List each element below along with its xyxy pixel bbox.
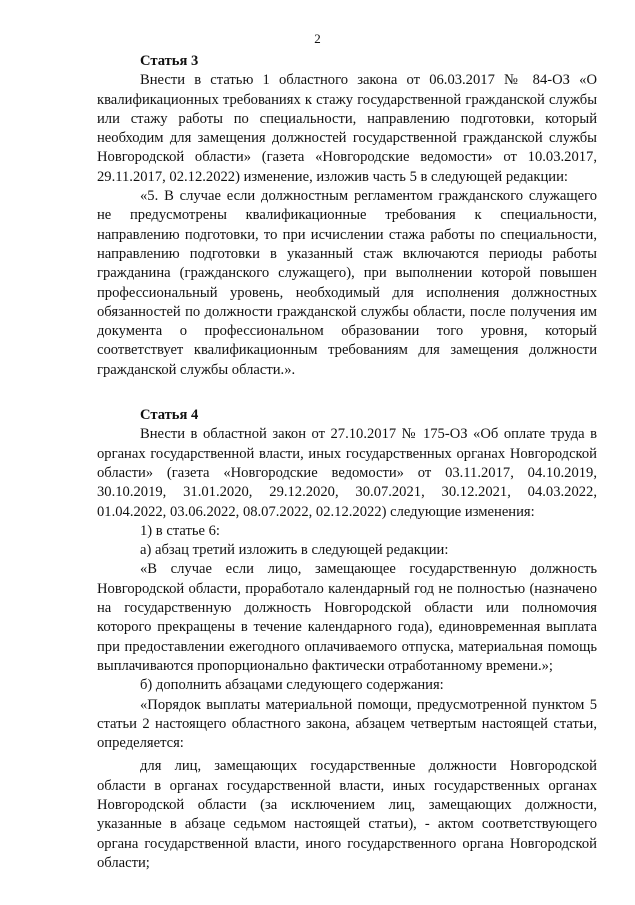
- article-4-item-1: 1) в статье 6:: [140, 522, 220, 539]
- document-body: [97, 52, 597, 873]
- section-spacer: [97, 380, 597, 406]
- article-4-item-1b: б) дополнить абзацами следующего содержания:: [140, 677, 444, 694]
- article-4-heading: Статья 4: [140, 407, 199, 424]
- article-4-quote-3: для лиц, замещающих государственные должности Новгородской области в органах государственной власти, иных государственных органах Новгородской области (за исключением лиц, замещающих должности, указанные в абзаце седьмом настоящей статьи), - актом соответствующего органа государственной власти, иного государственного органа Новгородской области;: [97, 758, 597, 871]
- article-4-quote-1: «В случае если лицо, замещающее государственную должность Новгородской области, проработало календарный год не полностью (назначено на государственную должность Новгородской области или полномочия которого прекращены в течение календарного года), единовременная выплата при предоставлении ежегодного оплачиваемого отпуска, материальная помощь выплачиваются пропорционально фактически отработанному времени.»;: [97, 561, 597, 674]
- article-3-intro: Внести в статью 1 областного закона от 06.03.2017 № 84-ОЗ «О квалификационных требованиях к стажу государственной гражданской службы или стажу работы по специальности, направлению подготовки, который необходим для замещения должностей государственной гражданской службы Новгородской области» (газета «Новгородские ведомости» от 10.03.2017, 29.11.2017, 02.12.2022) изменение, изложив часть 5 в следующей редакции:: [97, 72, 597, 185]
- page-number: 2: [314, 31, 321, 46]
- article-3-heading: Статья 3: [140, 53, 199, 69]
- article-4-item-1a: а) абзац третий изложить в следующей редакции:: [140, 542, 449, 559]
- article-4-intro: Внести в областной закон от 27.10.2017 № 175-ОЗ «Об оплате труда в органах государственной власти, иных государственных органах Новгородской области» (газета «Новгородские ведомости» от 03.11.2017, 04.10.2019, 30.10.2019, 31.01.2020, 29.12.2020, 30.07.2021, 30.12.2021, 04.03.2022, 01.04.2022, 03.06.2022, 08.07.2022, 02.12.2022) следующие изменения:: [97, 426, 597, 520]
- article-4-quote-2: «Порядок выплаты материальной помощи, предусмотренной пунктом 5 статьи 2 настоящего областного закона, абзацем четвертым настоящей статьи, определяется:: [97, 696, 597, 752]
- article-3-quote: «5. В случае если должностным регламентом гражданского служащего не предусмотрены квалификационные требования к специальности, направлению подготовки, то при исчислении стажа работы по специальности, направлению подготовки в указанный стаж включаются периоды работы гражданина (гражданского служащего), при выполнении которой повышен профессиональный уровень, необходимый для исполнения должностных обязанностей по должности гражданской службы области, после получения им документа о профессиональном образовании того уровня, который соответствует квалификационным требованиям для замещения должности гражданской службы области.».: [97, 188, 597, 378]
